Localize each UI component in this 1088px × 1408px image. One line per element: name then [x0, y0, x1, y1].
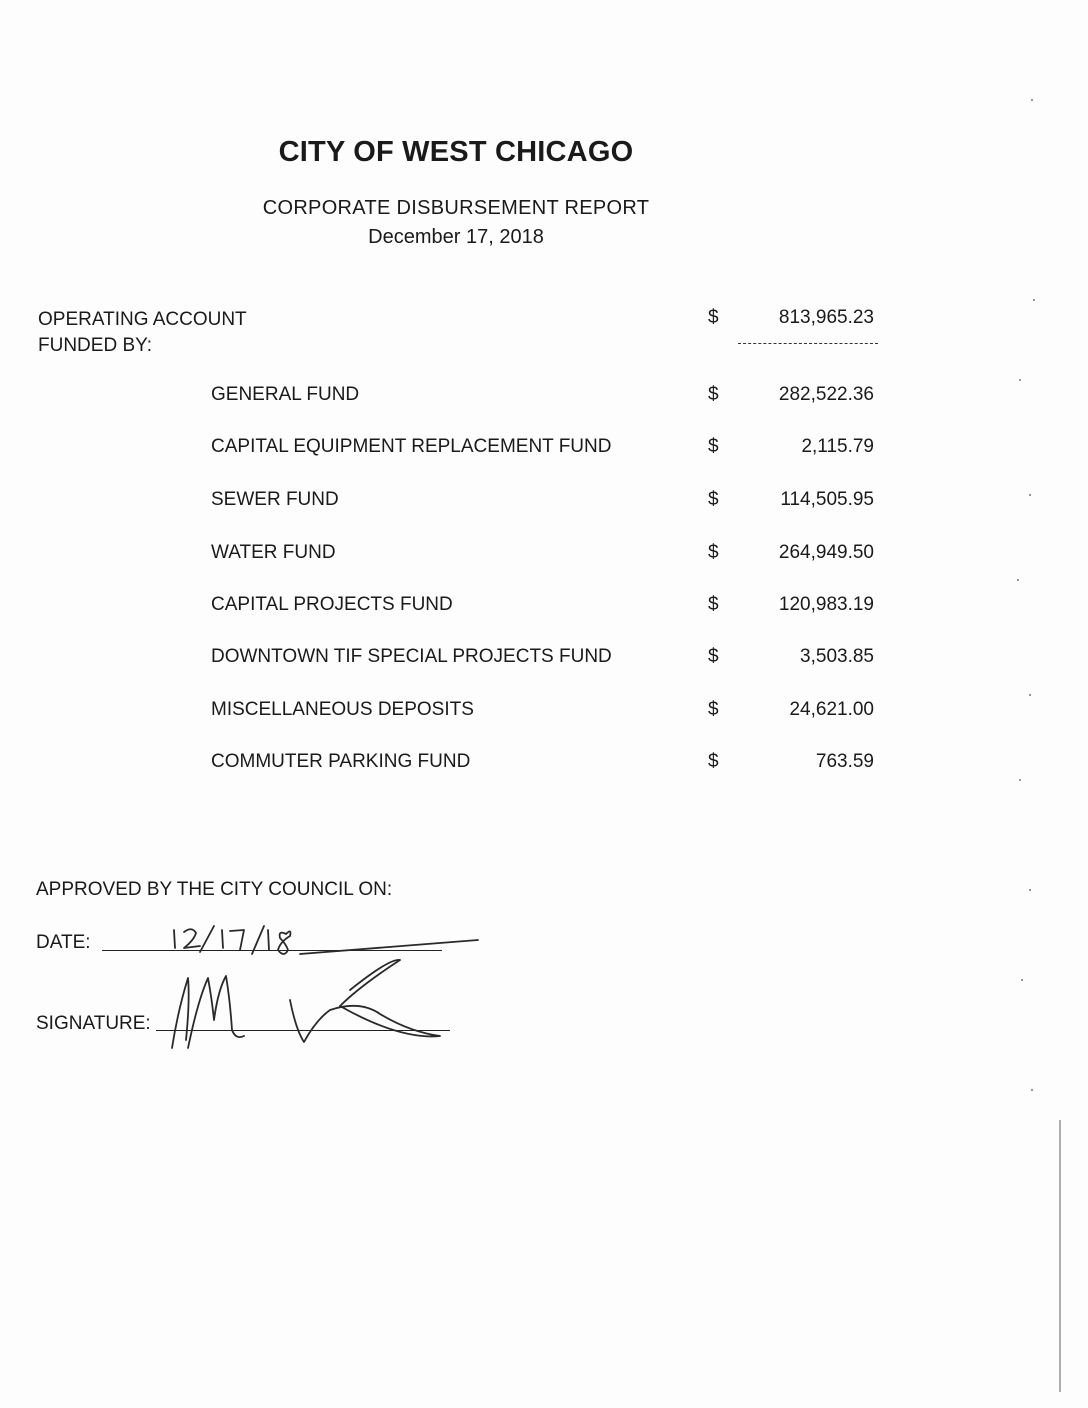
fund-row [0, 699, 1088, 727]
fund-row [0, 436, 1088, 464]
date-line [102, 950, 442, 951]
fund-amount: 3,503.85 [800, 646, 874, 667]
fund-name: CAPITAL PROJECTS FUND [211, 594, 453, 615]
funded-by-text: FUNDED BY: [38, 335, 153, 356]
fund-name: MISCELLANEOUS DEPOSITS [211, 699, 474, 720]
fund-amount: 264,949.50 [778, 542, 874, 563]
fund-currency: $ [708, 594, 719, 615]
subtotal-dashed-rule [738, 343, 878, 344]
report-date: December 17, 2018 [368, 226, 544, 248]
fund-row [0, 489, 1088, 517]
fund-currency: $ [708, 646, 719, 667]
handwritten-signature [172, 960, 440, 1048]
page-title: CITY OF WEST CHICAGO [278, 136, 634, 168]
fund-amount: 24,621.00 [789, 699, 874, 720]
report-subtitle: CORPORATE DISBURSEMENT REPORT [262, 197, 650, 219]
fund-name: DOWNTOWN TIF SPECIAL PROJECTS FUND [211, 646, 612, 667]
fund-name: WATER FUND [211, 542, 336, 563]
fund-currency: $ [708, 436, 719, 457]
operating-account-label [38, 307, 247, 359]
fund-row [0, 542, 1088, 570]
fund-row [0, 384, 1088, 412]
fund-currency: $ [708, 751, 719, 772]
fund-row [0, 594, 1088, 622]
fund-name: CAPITAL EQUIPMENT REPLACEMENT FUND [211, 436, 612, 457]
fund-amount: 114,505.95 [780, 489, 874, 510]
approval-heading: APPROVED BY THE CITY COUNCIL ON: [36, 879, 393, 900]
fund-currency: $ [708, 699, 719, 720]
fund-amount: 282,522.36 [778, 384, 874, 405]
date-label: DATE: [36, 932, 91, 953]
fund-name: COMMUTER PARKING FUND [211, 751, 471, 772]
fund-amount: 2,115.79 [801, 436, 874, 457]
operating-account-text: OPERATING ACCOUNT [38, 309, 247, 330]
fund-row [0, 751, 1088, 779]
fund-amount: 120,983.19 [778, 594, 874, 615]
fund-amount: 763.59 [815, 751, 874, 772]
fund-name: GENERAL FUND [211, 384, 360, 405]
fund-name: SEWER FUND [211, 489, 339, 510]
fund-currency: $ [708, 542, 719, 563]
fund-row [0, 646, 1088, 674]
fund-currency: $ [708, 489, 719, 510]
signature-line [156, 1030, 450, 1031]
operating-amount: 813,965.23 [778, 307, 874, 328]
signature-label: SIGNATURE: [36, 1013, 151, 1034]
fund-currency: $ [708, 384, 719, 405]
operating-currency: $ [708, 307, 719, 328]
